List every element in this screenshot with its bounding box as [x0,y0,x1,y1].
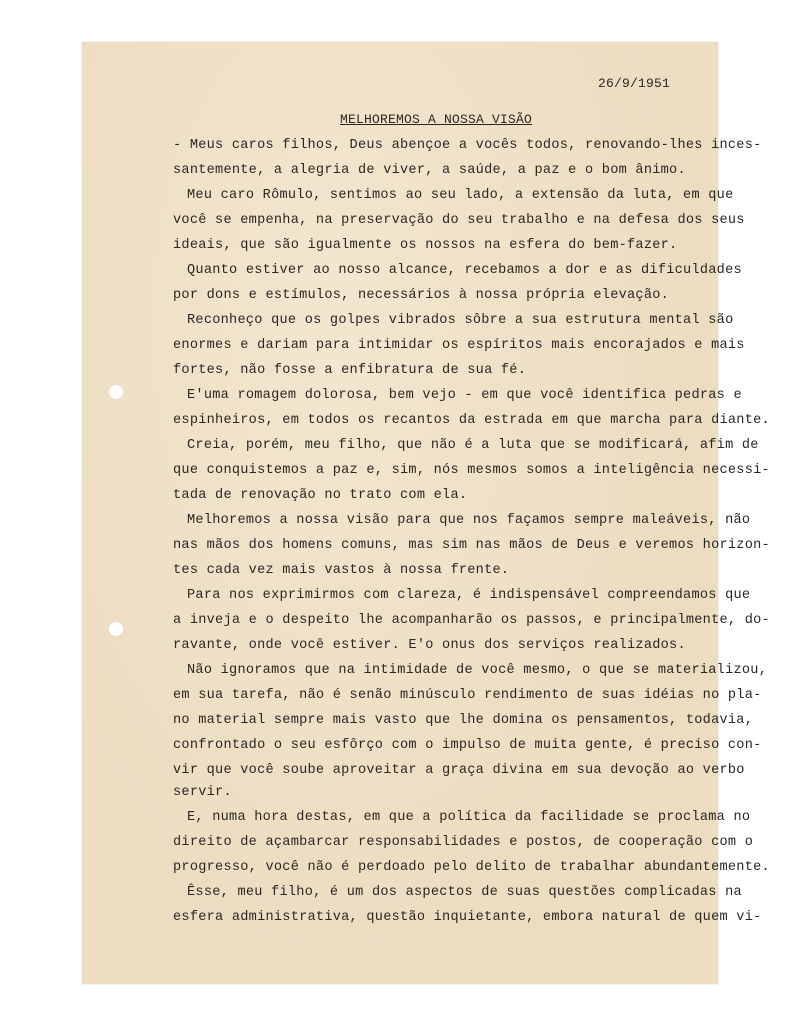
text-line: Para nos exprimirmos com clareza, é indispensável compreendamos que [187,588,751,603]
text-line: você se empenha, na preservação do seu trabalho e na defesa dos seus [173,213,745,228]
text-line: direito de açambarcar responsabilidades e postos, de cooperação com o [173,835,754,850]
text-line: Êsse, meu filho, é um dos aspectos de suas questões complicadas na [187,885,742,900]
text-line: E'uma romagem dolorosa, bem vejo - em que você identifica pedras e [187,388,742,403]
text-line: progresso, você não é perdoado pelo delito de trabalhar abundantemente. [173,860,770,875]
text-line: que conquistemos a paz e, sim, nós mesmos somos a inteligência necessi- [173,463,770,478]
text-line: Reconheço que os golpes vibrados sôbre a sua estrutura mental são [187,313,734,328]
text-line: Melhoremos a nossa visão para que nos façamos sempre maleáveis, não [187,513,751,528]
text-line: vir que você soube aproveitar a graça divina em sua devoção ao verbo [173,763,745,778]
text-line: Meu caro Rômulo, sentimos ao seu lado, a extensão da luta, em que [187,188,734,203]
text-line: tada de renovação no trato com ela. [173,488,468,503]
text-line: por dons e estímulos, necessários à nossa própria elevação. [173,288,670,303]
text-line: - Meus caros filhos, Deus abençoe a vocês todos, renovando-lhes inces- [173,138,762,153]
text-line: E, numa hora destas, em que a política da facilidade se proclama no [187,810,751,825]
text-line: a inveja e o despeito lhe acompanharão os passos, e principalmente, do- [173,613,770,628]
text-line: espinheiros, em todos os recantos da estrada em que marcha para diante. [173,413,770,428]
document-title: MELHOREMOS A NOSSA VISÃO [340,112,533,127]
punch-hole [109,385,123,399]
text-line: enormes e dariam para intimidar os espíritos mais encorajados e mais [173,338,745,353]
text-line: tes cada vez mais vastos à nossa frente. [173,563,510,578]
punch-hole [109,622,123,636]
document-date: 26/9/1951 [598,76,671,91]
text-line: esfera administrativa, questão inquietante, embora natural de quem vi- [173,910,762,925]
text-line: nas mãos dos homens comuns, mas sim nas mãos de Deus e veremos horizon- [173,538,770,553]
text-line: servir. [173,785,232,800]
text-line: em sua tarefa, não é senão minúsculo rendimento de suas idéias no pla- [173,688,762,703]
text-line: santemente, a alegria de viver, a saúde, a paz e o bom ânimo. [173,163,686,178]
text-line: fortes, não fosse a enfibratura de sua fé. [173,363,527,378]
text-line: Quanto estiver ao nosso alcance, recebamos a dor e as dificuldades [187,263,742,278]
text-line: Não ignoramos que na intimidade de você mesmo, o que se materializou, [187,663,768,678]
text-line: no material sempre mais vasto que lhe domina os pensamentos, todavia, [173,713,754,728]
text-line: ideais, que são igualmente os nossos na esfera do bem-fazer. [173,238,678,253]
text-line: ravante, onde você estiver. E'o onus dos serviços realizados. [173,638,686,653]
text-line: confrontado o seu esfôrço com o impulso de muita gente, é preciso con- [173,738,762,753]
text-line: Creia, porém, meu filho, que não é a luta que se modificará, afim de [187,438,759,453]
